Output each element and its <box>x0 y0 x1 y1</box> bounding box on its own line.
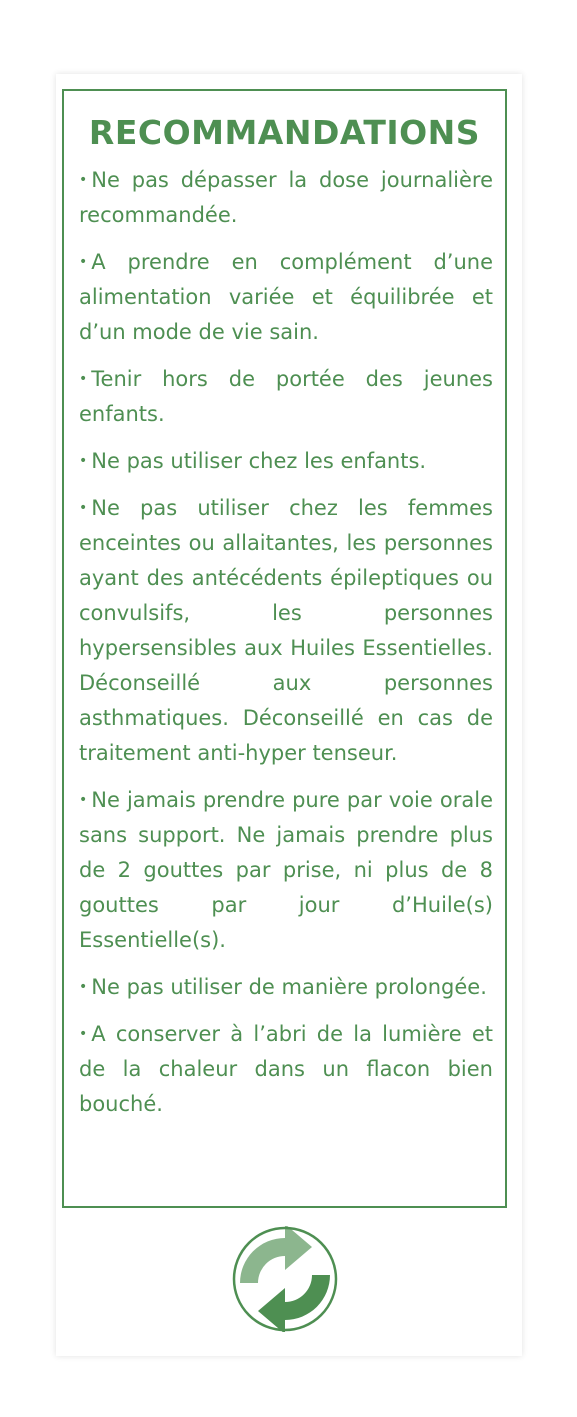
bullet-icon: • <box>79 1026 88 1042</box>
item-text: Tenir hors de portée des jeunes enfants. <box>79 367 493 426</box>
item-text: Ne pas utiliser chez les enfants. <box>91 449 427 473</box>
list-item <box>79 491 493 771</box>
item-text: Ne pas dépasser la dose journalière recommandée. <box>79 168 493 227</box>
list-item <box>79 362 493 432</box>
bullet-icon: • <box>79 792 88 808</box>
item-text: Ne pas utiliser de manière prolongée. <box>91 975 487 999</box>
recommendations-title: RECOMMANDATIONS <box>88 113 481 152</box>
item-text: A prendre en complément d’une alimentation variée et équilibrée et d’un mode de vie sain. <box>79 250 493 344</box>
item-text: Ne pas utiliser chez les femmes enceintes ou allaitantes, les personnes ayant des antécédents épileptiques ou convulsifs, les personnes hypersensibles aux Huiles Essentielles. Déconseillé aux personnes asthmatiques. Déconseillé en cas de traitement anti-hyper tenseur. <box>79 496 493 765</box>
item-text: A conserver à l’abri de la lumière et de la chaleur dans un flacon bien bouché. <box>79 1022 493 1116</box>
recommendations-list <box>79 163 493 1134</box>
bullet-icon: • <box>79 500 88 516</box>
list-item <box>79 970 493 1005</box>
recommendations-box <box>62 89 507 1208</box>
list-item <box>79 444 493 479</box>
list-item <box>79 783 493 958</box>
bullet-icon: • <box>79 453 88 469</box>
item-text: Ne jamais prendre pure par voie orale sans support. Ne jamais prendre plus de 2 gouttes par prise, ni plus de 8 gouttes par jour d’Huile(s) Essentielle(s). <box>79 788 493 952</box>
list-item <box>79 245 493 350</box>
bullet-icon: • <box>79 254 88 270</box>
bullet-icon: • <box>79 979 88 995</box>
list-item <box>79 163 493 233</box>
green-dot-recycling-icon <box>232 1226 338 1332</box>
bullet-icon: • <box>79 172 88 188</box>
bullet-icon: • <box>79 371 88 387</box>
list-item <box>79 1017 493 1122</box>
